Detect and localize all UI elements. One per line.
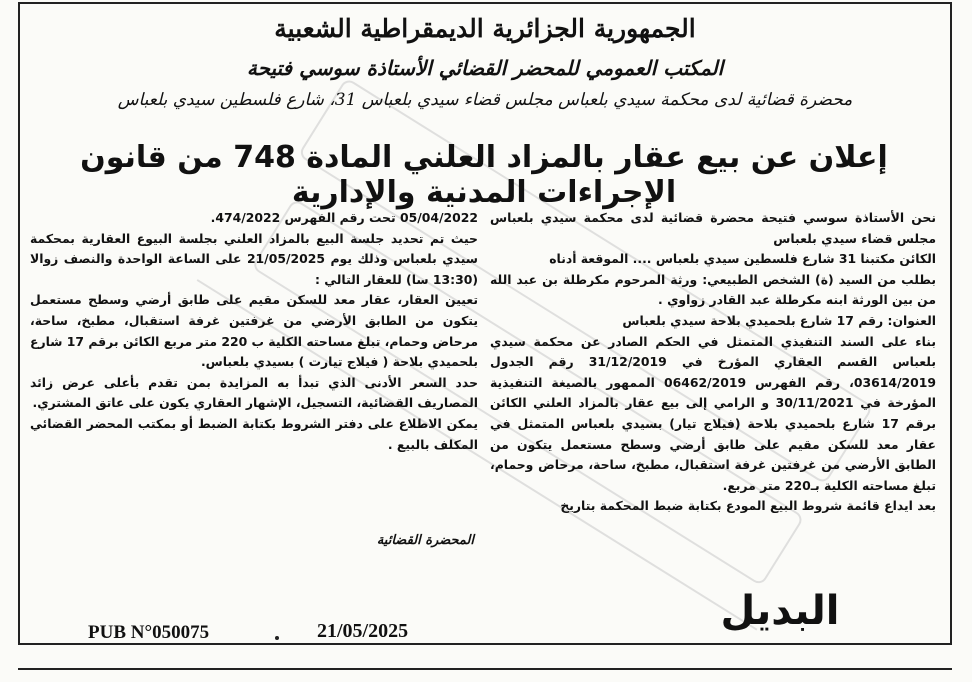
paragraph: بطلب من السيد (ة) الشخص الطبيعي: ورثة المرحوم مكرطلة بن عبد الله من بين الورثة ابنه مكرطلة عبد القادر زواوي . (490, 271, 936, 308)
paragraph: يمكن الاطلاع على دفتر الشروط بكتابة الضبط أو بمكتب المحضر القضائي المكلف بالبيع . (30, 415, 478, 452)
notice-title: إعلان عن بيع عقار بالمزاد العلني المادة 748 من قانون الإجراءات المدنية والإدارية (80, 140, 888, 210)
replacement-label: البديل (720, 588, 840, 634)
office-heading: المكتب العمومي للمحضر القضائي الأستاذة سوسي فتيحة (246, 56, 724, 80)
court-address: محضرة قضائية لدى محكمة سيدي بلعباس مجلس قضاء سيدي بلعباس 31، شارع فلسطين سيدي بلعباس (117, 90, 853, 110)
bailiff-signature-label: المحضرة القضائية (376, 533, 474, 548)
bottom-rule (18, 668, 952, 670)
paragraph: 05/04/2022 تحت رقم الفهرس 474/2022. (210, 210, 478, 225)
right-column (490, 208, 936, 517)
paragraph: تعيين العقار، عقار معد للسكن مقيم على طابق أرضي وسطح مستعمل يتكون من الطابق الأرضي من غرفتين غرفة استقبال، مطبخ، ساحة، مرحاض وحمام، تبلغ مساحته الكلية ب 220 متر مربع الكائن برقم 17 شارع بلحميدي بلاحة ( فيلاج تيارت ) بسيدي بلعباس. (30, 292, 479, 370)
pub-number: PUB N°050075 (88, 622, 210, 643)
paragraph: حدد السعر الأدنى الذي تبدأ به المزايدة بمن تقدم بأعلى عرض زائد المصاريف القضائية، التسجيل، الإشهار العقاري يكون على عاتق المشتري. (30, 374, 478, 411)
separator-dot (275, 636, 279, 640)
paragraph: الكائن مكتبنا 31 شارع فلسطين سيدي بلعباس .... الموقعة أدناه (549, 251, 936, 267)
paragraph: بعد ايداع قائمة شروط البيع المودع بكتابة ضبط المحكمة بتاريخ (560, 498, 936, 514)
left-column (30, 208, 478, 455)
paragraph: نحن الأستاذة سوسي فتيحة محضرة قضائية لدى محكمة سيدي بلعباس مجلس قضاء سيدي بلعباس (490, 210, 936, 246)
pub-date: 21/05/2025 (317, 620, 409, 642)
republic-heading: الجمهورية الجزائرية الديمقراطية الشعبية (274, 14, 696, 43)
paragraph: العنوان: رقم 17 شارع بلحميدي بلاحة سيدي بلعباس (622, 312, 936, 328)
paragraph: بناء على السند التنفيذي المتمثل في الحكم الصادر عن محكمة سيدي بلعباس القسم العقاري المؤرخ في 31/12/2019 رقم الجدول 03614/2019، رقم الفهرس 06462/2019 الممهور بالصيغة التنفيذية المؤرخة في 30/11/2021 و الرامي إلى بيع عقار بالمزاد العلني الكائن برقم 17 شارع بلحميدي بلاحة (فيلاج تيار) بسيدي بلعباس المتمثل في عقار معد للسكن مقيم على طابق أرضي وسطح مستعمل يتكون من الطابق الأرضي من غرفتين غرفة استقبال، مطبخ، ساحة، مرحاض وحمام، تبلغ مساحته الكلية بـ220 متر مربع. (490, 333, 936, 493)
paragraph: حيث تم تحديد جلسة البيع بالمزاد العلني بجلسة البيوع العقارية بمحكمة سيدي بلعباس وذلك يوم 21/05/2025 على الساعة الواحدة والنصف زوالا (13:30 سا) للعقار التالي : (30, 230, 478, 287)
